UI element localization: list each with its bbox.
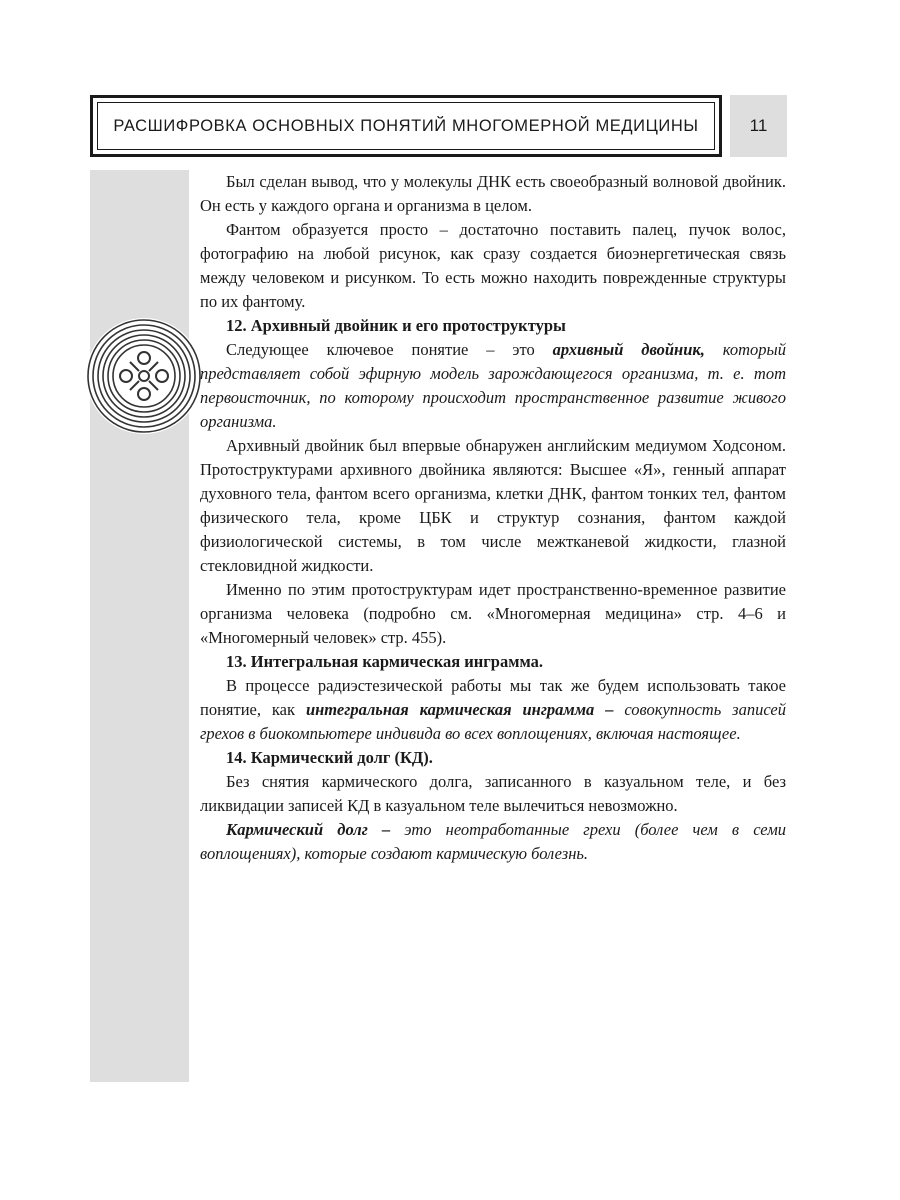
running-header <box>90 95 722 157</box>
section-heading-14: 14. Кармический долг (КД). <box>226 748 433 767</box>
definition-text: совокупность записей грехов в биокомпьютере индивида во всех воплощениях, включая настоящее. <box>200 700 786 743</box>
running-header-title: РАСШИФРОВКА ОСНОВНЫХ ПОНЯТИЙ МНОГОМЕРНОЙ МЕДИЦИНЫ <box>113 116 699 135</box>
paragraph: Именно по этим протоструктурам идет пространственно-временное развитие организма человека (подробно см. «Многомерная медицина» стр. 4–6 и «Многомерный человек» стр. 455). <box>200 580 786 647</box>
paragraph: Фантом образуется просто – достаточно поставить палец, пучок волос, фотографию на любой рисунок, как сразу создается биоэнергетическая связь между человеком и рисунком. То есть можно находить поврежденные структуры по их фантому. <box>200 220 786 311</box>
paragraph-lead: В процессе радиэстезической работы мы так же будем использовать такое понятие, как <box>200 676 786 719</box>
section-heading-13: 13. Интегральная кармическая инграмма. <box>226 652 543 671</box>
paragraph <box>200 674 786 746</box>
term-karmic-debt: Кармический долг – <box>226 820 391 839</box>
paragraph: Был сделан вывод, что у молекулы ДНК есть своеобразный волновой двойник. Он есть у каждого органа и организма в целом. <box>200 172 786 215</box>
paragraph-lead: Следующее ключевое понятие – это <box>226 340 553 359</box>
concentric-circles-knot-ornament-icon <box>85 317 203 435</box>
running-header-frame <box>97 102 715 150</box>
paragraph <box>200 338 786 434</box>
paragraph <box>200 818 786 866</box>
sidebar-strip <box>90 170 189 1082</box>
term-archive-double: архивный двойник, <box>552 340 705 359</box>
section-heading-12: 12. Архивный двойник и его протоструктуры <box>226 316 566 335</box>
definition-text: это неотработанные грехи (более чем в семи воплощениях), которые создают кармическую болезнь. <box>200 820 786 863</box>
term-karmic-ingram: интегральная кармическая инграмма – <box>305 700 614 719</box>
paragraph: Архивный двойник был впервые обнаружен английским медиумом Ходсоном. Протоструктурами архивного двойника являются: Высшее «Я», генный аппарат духовного тела, фантом всего организма, клетки ДНК, фантом тонких тел, фантом физического тела, кроме ЦБК и структур сознания, фантом каждой физиологической системы, в том числе межтканевой жидкости, глазной стекловидной жидкости. <box>200 436 786 575</box>
body-text <box>200 170 786 866</box>
page-number: 11 <box>730 95 787 157</box>
definition-text: который представляет собой эфирную модель зарождающегося организма, т. е. тот первоисточник, по которому происходит пространственное развитие живого организма. <box>200 340 786 431</box>
paragraph: Без снятия кармического долга, записанного в казуальном теле, и без ликвидации записей КД в казуальном теле вылечиться невозможно. <box>200 772 786 815</box>
